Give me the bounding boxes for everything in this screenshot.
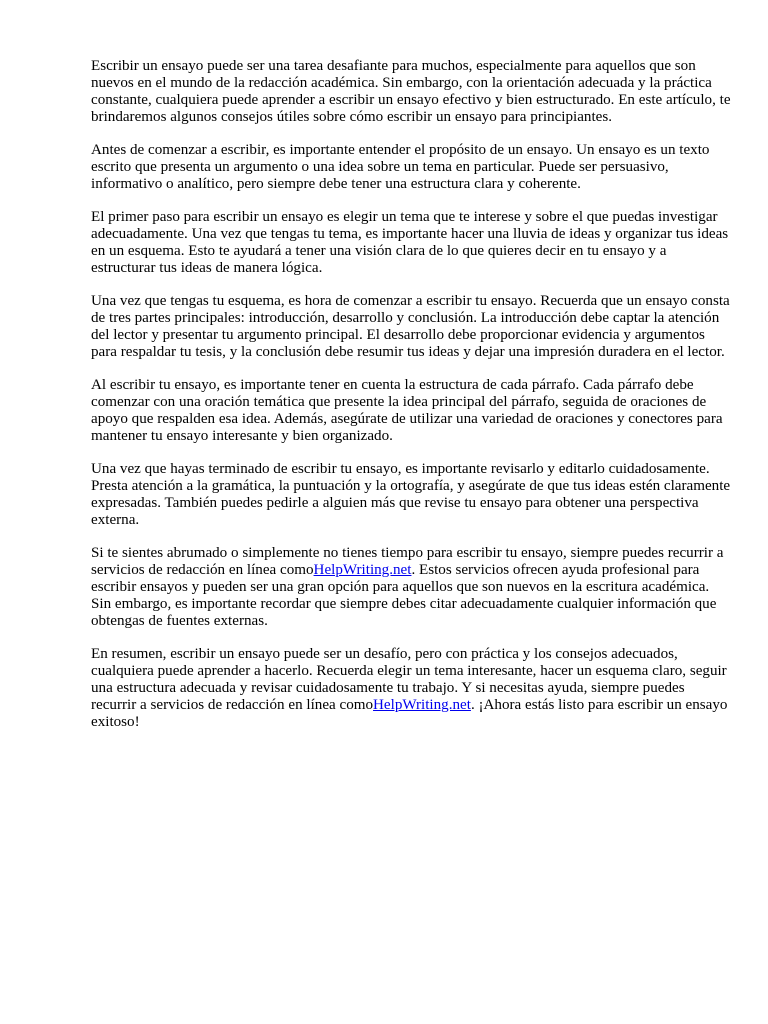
helpwriting-link-summary[interactable]: HelpWriting.net	[373, 697, 471, 713]
document-page	[91, 58, 731, 747]
paragraph-structure: Una vez que tengas tu esquema, es hora de comenzar a escribir tu ensayo. Recuerda que un ensayo consta de tres partes principales: introducción, desarrollo y conclusión. La introducción debe captar la atención del lector y presentar tu argumento principal. El desarrollo debe proporcionar evidencia y argumentos para respaldar tu tesis, y la conclusión debe resumir tus ideas y dejar una impresión duradera en el lector.	[91, 293, 730, 360]
paragraph-revision: Una vez que hayas terminado de escribir tu ensayo, es importante revisarlo y editarlo cuidadosamente. Presta atención a la gramática, la puntuación y la ortografía, y asegúrate de que tus ideas estén claramente expresadas. También puedes pedirle a alguien más que revise tu ensayo para obtener una perspectiva externa.	[91, 461, 731, 528]
paragraph-summary-text-before: En resumen, escribir un ensayo puede ser un desafío, pero con práctica y los consejos adecuados, cualquiera puede aprender a hacerlo. Recuerda elegir un tema interesante, hacer un esquema claro, seguir una estructura adecuada y revisar cuidadosamente tu trabajo. Y si necesitas ayuda, siempre puedes recurrir a servicios de redacción en línea como	[91, 646, 727, 713]
paragraph-summary	[91, 646, 731, 731]
paragraph-services	[91, 545, 731, 630]
paragraph-services-text-before: Si te sientes abrumado o simplemente no tienes tiempo para escribir tu ensayo, siempre puedes recurrir a servicios de redacción en línea como	[91, 545, 724, 578]
paragraph-services-text-after: . Estos servicios ofrecen ayuda profesional para escribir ensayos y pueden ser una gran opción para aquellos que son nuevos en la escritura académica. Sin embargo, es importante recordar que siempre debes citar adecuadamente cualquier información que obtengas de fuentes externas.	[91, 562, 717, 629]
paragraph-topic: El primer paso para escribir un ensayo es elegir un tema que te interese y sobre el que puedas investigar adecuadamente. Una vez que tengas tu tema, es importante hacer una lluvia de ideas y organizar tus ideas en un esquema. Esto te ayudará a tener una visión clara de lo que quieres decir en tu ensayo y a estructurar tus ideas de manera lógica.	[91, 209, 729, 276]
paragraph-intro: Escribir un ensayo puede ser una tarea desafiante para muchos, especialmente para aquellos que son nuevos en el mundo de la redacción académica. Sin embargo, con la orientación adecuada y la práctica constante, cualquiera puede aprender a escribir un ensayo efectivo y bien estructurado. En este artículo, te brindaremos algunos consejos útiles sobre cómo escribir un ensayo para principiantes.	[91, 58, 731, 125]
paragraph-purpose: Antes de comenzar a escribir, es importante entender el propósito de un ensayo. Un ensayo es un texto escrito que presenta un argumento o una idea sobre un tema en particular. Puede ser persuasivo, informativo o analítico, pero siempre debe tener una estructura clara y coherente.	[91, 142, 710, 192]
paragraph-paragraphs: Al escribir tu ensayo, es importante tener en cuenta la estructura de cada párrafo. Cada párrafo debe comenzar con una oración temática que presente la idea principal del párrafo, seguida de oraciones de apoyo que respalden esa idea. Además, asegúrate de utilizar una variedad de oraciones y conectores para mantener tu ensayo interesante y bien organizado.	[91, 377, 723, 444]
paragraph-summary-text-after: . ¡Ahora estás listo para escribir un ensayo exitoso!	[91, 697, 728, 730]
helpwriting-link[interactable]: HelpWriting.net	[313, 562, 412, 578]
